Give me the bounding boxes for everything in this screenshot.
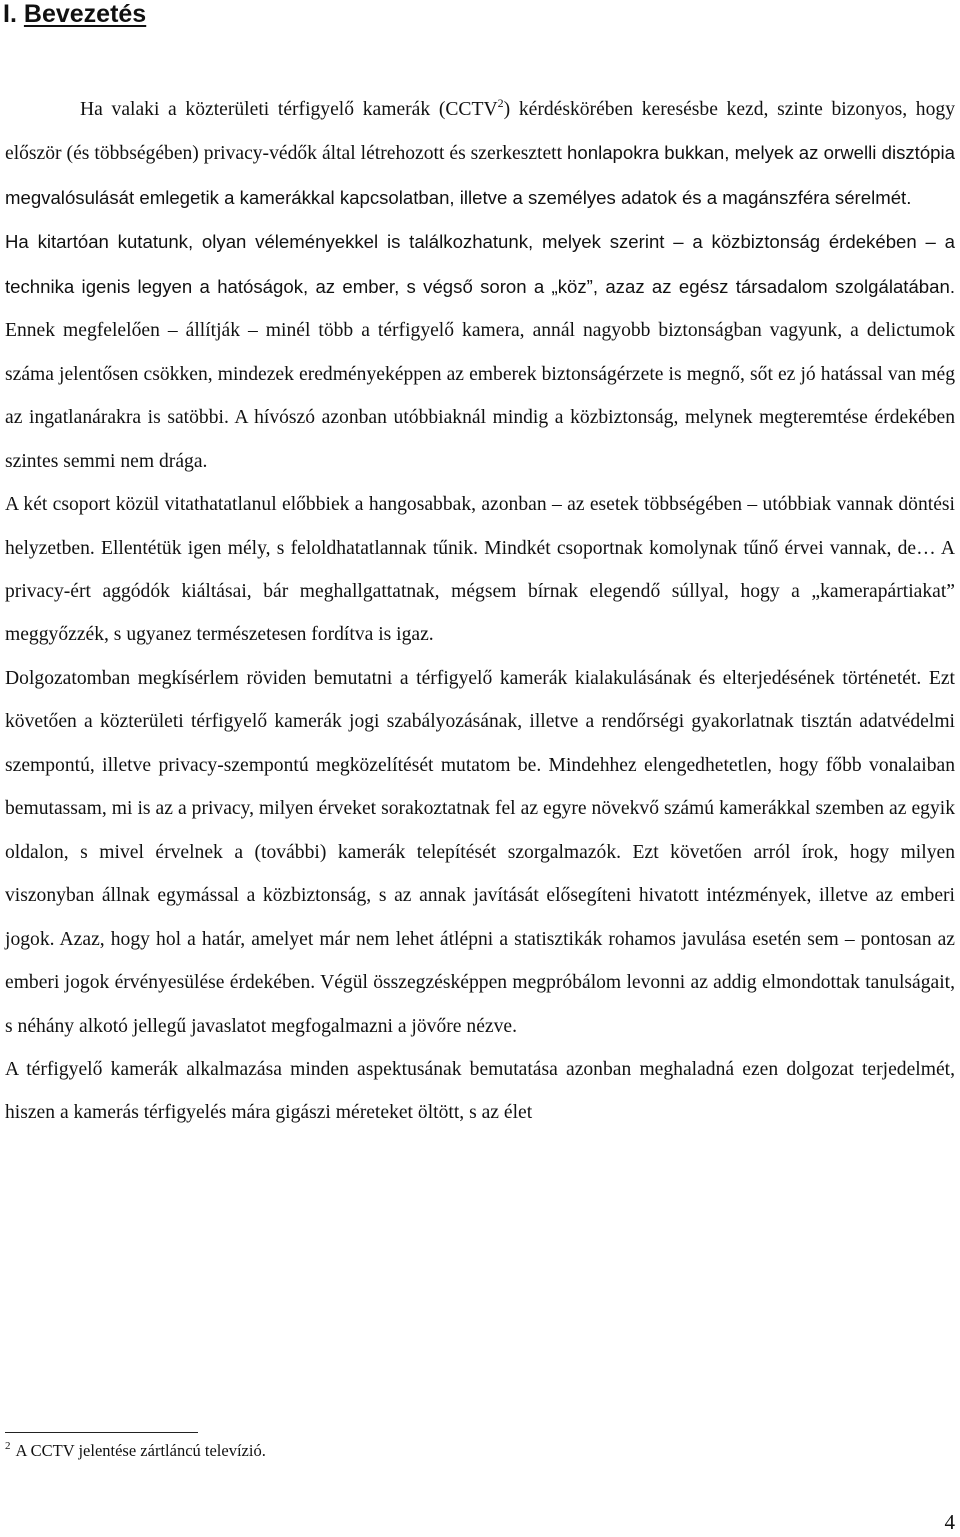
footnote-reference: 2 [497,96,504,110]
chapter-number: I. [3,0,17,28]
chapter-heading [3,0,146,30]
paragraph-intro-text-3: honlapokra bukkan, melyek az orwelli disztópia megvalósulását emlegetik a kamerákkal kapcsolatban, illetve a személyes adatok és a magánszféra sérelmét. [5,142,955,208]
paragraph-scope: A térfigyelő kamerák alkalmazása minden aspektusának bemutatása azonban meghaladná ezen dolgozat terjedelmét, hiszen a kamerás térfigyelés mára gigászi méreteket öltött, s az élet [5,1058,955,1124]
paragraph-intro-text-2: ) kérdéskörében keresésbe kezd, szinte bizonyos, hogy először (és többségében) privacy-védők által létrehozott és szerkesztett [5,99,955,165]
paragraph-intro-text-4: Ha kitartóan kutatunk, olyan véleményekkel is találkozhatunk, melyek szerint – a közbiztonság érdekében – a technika igenis legyen a hatóságok, az ember, s végső soron a „köz”, azaz az egész társadalom szolgálatában. [5,231,955,297]
page-number: 4 [944,1510,955,1534]
paragraph-intro-text-5: Ennek megfelelően – állítják – minél több a térfigyelő kamera, annál nagyobb biztonságban vagyunk, a delictumok száma jelentősen csökken, mindezek eredményeképpen az emberek biztonságérzete is megnő, sőt ez jó hatással van még az ingatlanárakra is satöbbi. A hívószó azonban utóbbiaknál mindig a közbiztonság, melynek megteremtése érdekében szintes semmi nem drága. [5,320,955,472]
footnote [5,1440,266,1462]
body-text [5,88,955,1135]
footnote-text: A CCTV jelentése zártláncú televízió. [15,1441,266,1460]
chapter-title: Bevezetés [23,0,147,28]
paragraph-two-groups: A két csoport közül vitathatatlanul előbbiek a hangosabbak, azonban – az esetek többségében – utóbbiak vannak döntési helyzetben. Ellentétük igen mély, s feloldhatatlannak tűnik. Mindkét csoportnak komolynak tűnő érvei vannak, de… A privacy-ért aggódók kiáltásai, bár meghallgattatnak, mégsem bírnak elegendő súllyal, hogy a „kamerapártiakat” meggyőzzék, s ugyanez természetesen fordítva is igaz. [5,494,955,646]
footnote-separator [5,1432,198,1433]
paragraph-intro [5,88,955,483]
footnote-marker: 2 [5,1440,11,1452]
paragraph-thesis-outline: Dolgozatomban megkísérlem röviden bemutatni a térfigyelő kamerák kialakulásának és elterjedésének történetét. Ezt követően a közterületi térfigyelő kamerák jogi szabályozásának, illetve a rendőrségi gyakorlatnak tisztán adatvédelmi szempontú, illetve privacy-szempontú megközelítését mutatom be. Mindehhez elengedhetetlen, hogy főbb vonalaiban bemutassam, mi is az a privacy, milyen érveket sorakoztatnak fel az egyre növekvő számú kamerákkal szemben az egyik oldalon, s mivel érvelnek a (további) kamerák telepítését szorgalmazók. Ezt követően arról írok, hogy milyen viszonyban állnak egymással a közbiztonság, s az annak javítását elősegíteni hivatott intézmények, illetve az emberi jogok. Azaz, hogy hol a határ, amelyet már nem lehet átlépni a statisztikák rohamos javulása esetén sem – pontosan az emberi jogok érvényesülése érdekében. Végül összegzésképpen megpróbálom levonni az addig elmondottak tanulságait, s néhány alkotó jellegű javaslatot megfogalmazni a jövőre nézve. [5,667,955,1037]
paragraph-intro-text-1: Ha valaki a közterületi térfigyelő kamerák (CCTV [80,99,498,120]
